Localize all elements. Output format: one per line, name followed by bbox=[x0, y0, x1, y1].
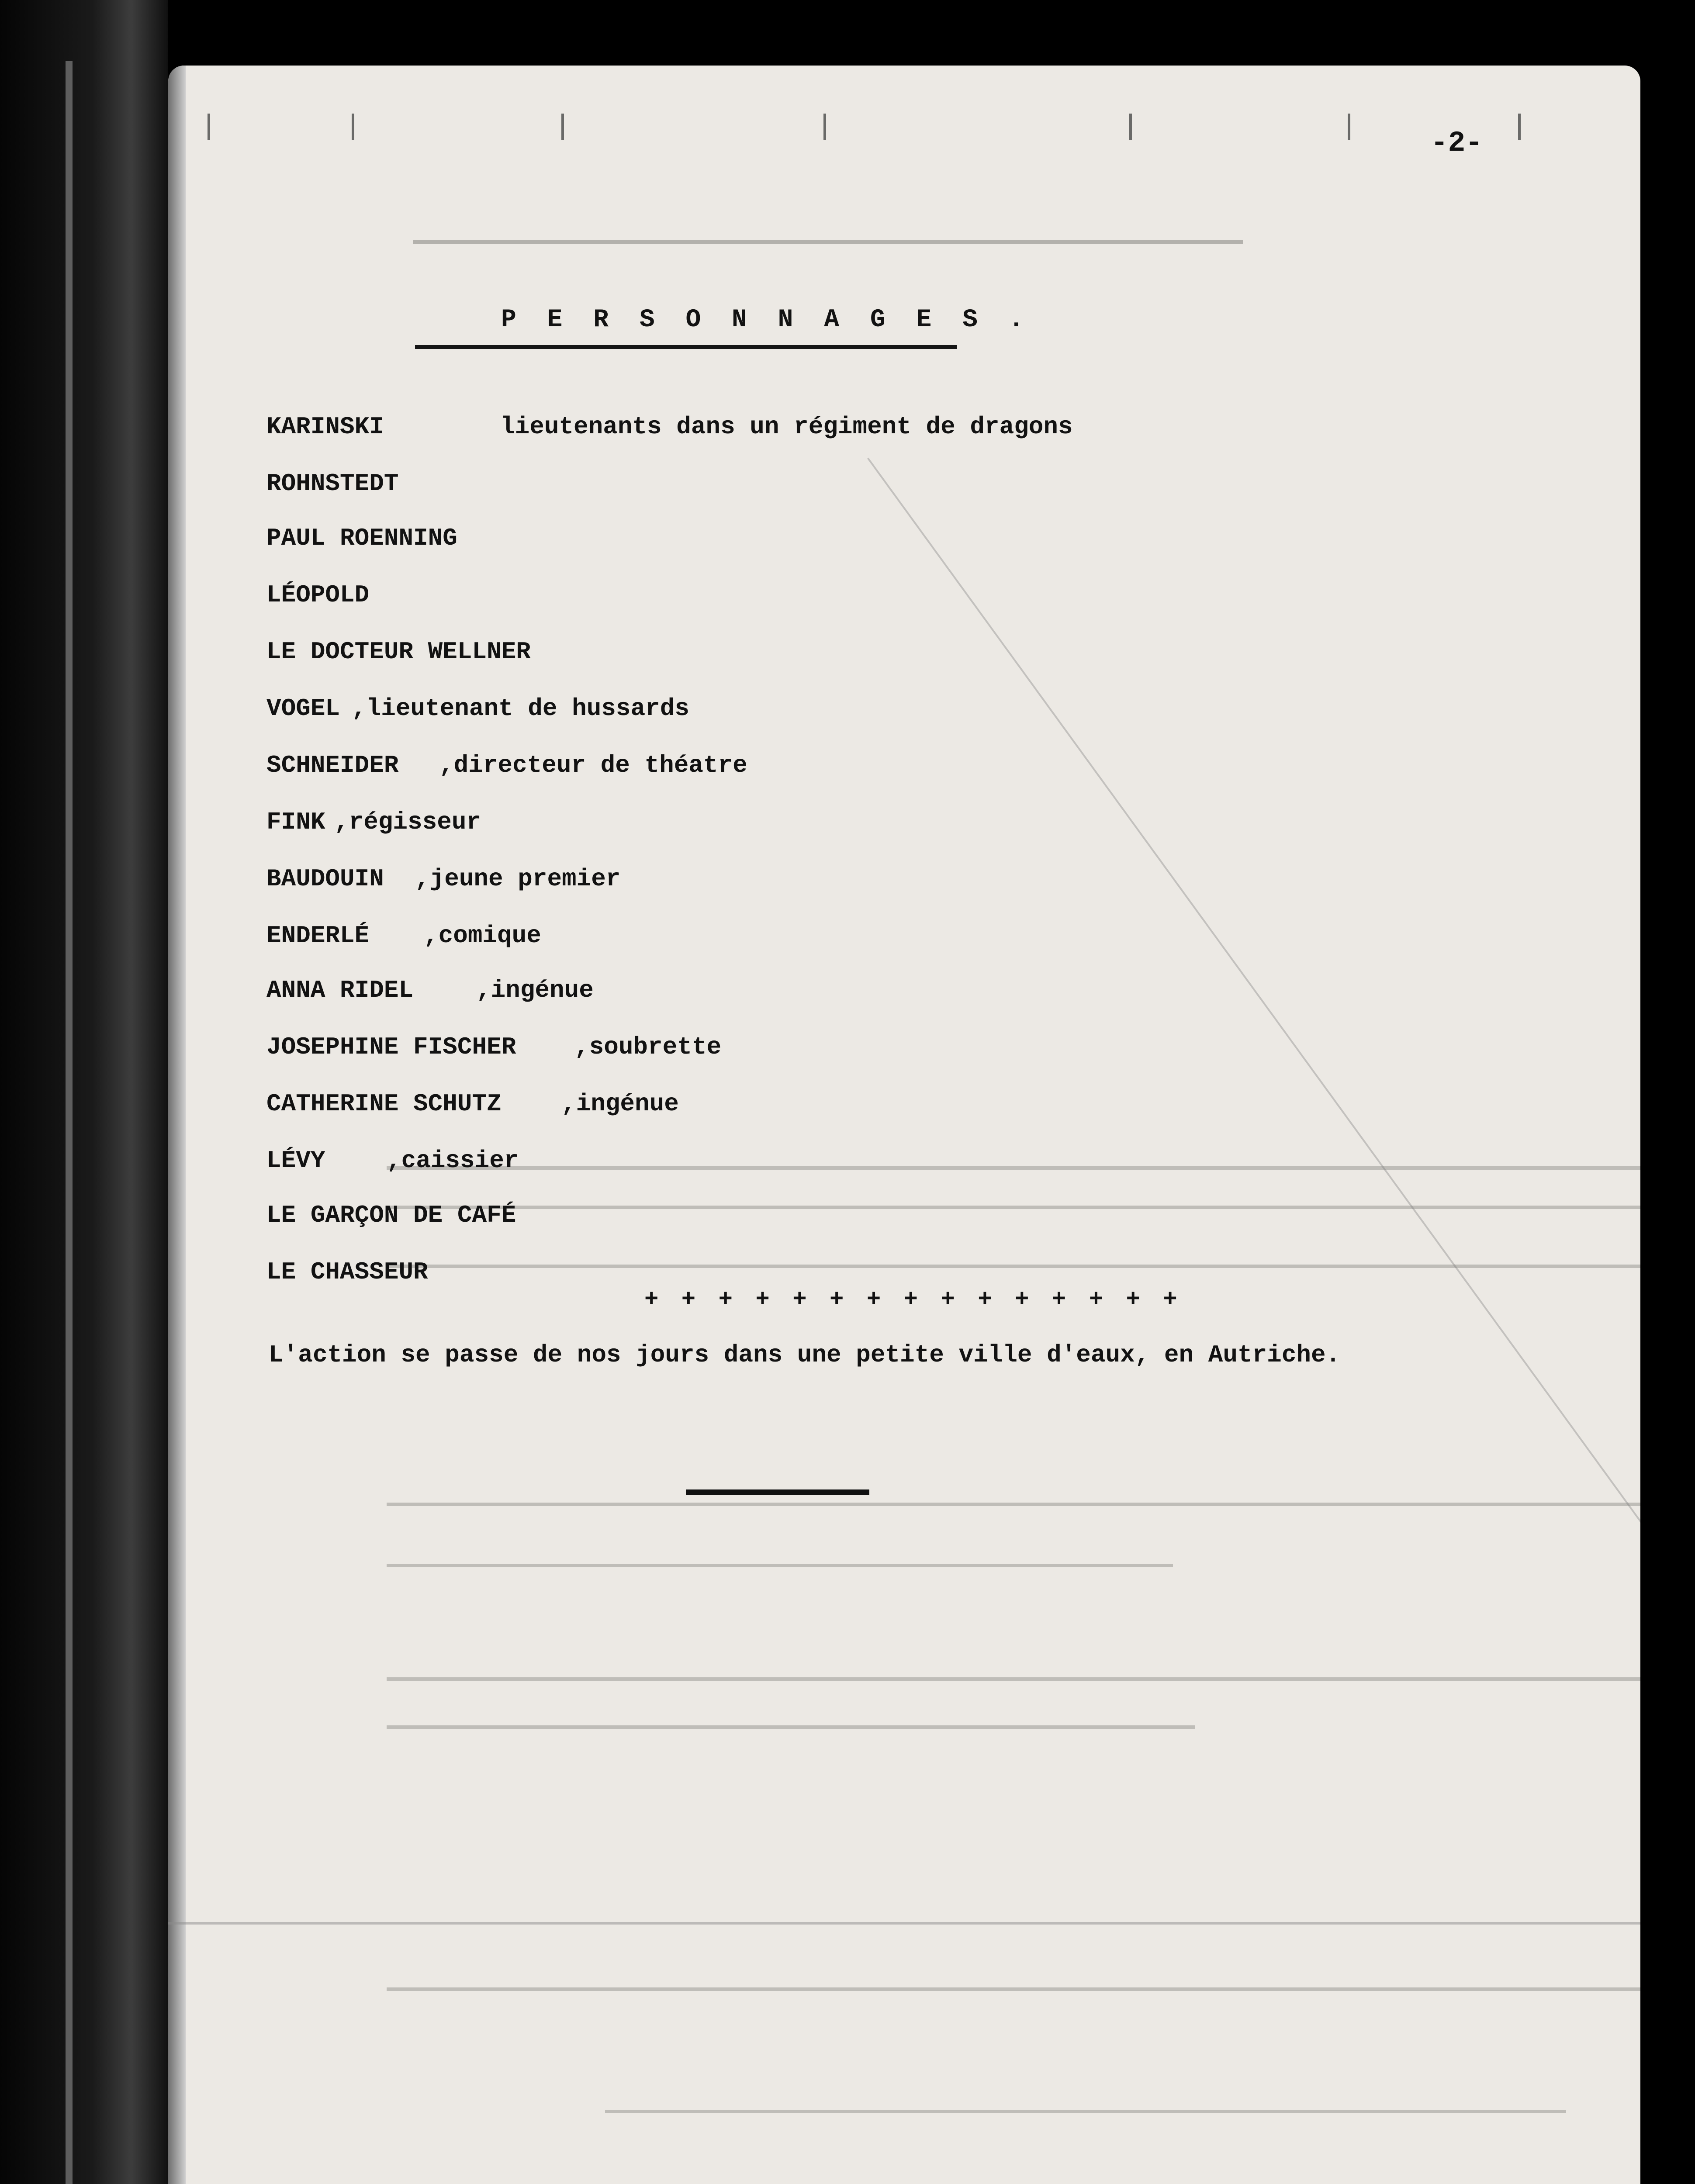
role-description: ,lieutenant de hussards bbox=[352, 695, 689, 722]
paper-crease bbox=[867, 458, 1640, 1731]
role-name: LÉVY bbox=[266, 1147, 325, 1175]
page-edge-shadow bbox=[168, 66, 186, 2184]
role-name: LE DOCTEUR WELLNER bbox=[266, 638, 531, 666]
role-name: LÉOPOLD bbox=[266, 581, 370, 609]
separator-rule bbox=[686, 1489, 869, 1495]
punch-mark bbox=[352, 114, 354, 140]
role-name: VOGEL bbox=[266, 695, 340, 722]
role-description: ,ingénue bbox=[476, 976, 594, 1004]
bleed-through-line bbox=[387, 1206, 1640, 1209]
title-underline bbox=[415, 345, 957, 349]
punch-mark bbox=[1518, 114, 1521, 140]
role-name: LE CHASSEUR bbox=[266, 1258, 428, 1286]
binding-edge bbox=[66, 61, 73, 2184]
role-description: ,caissier bbox=[387, 1147, 519, 1175]
punch-mark bbox=[1129, 114, 1132, 140]
role-name: SCHNEIDER bbox=[266, 751, 399, 779]
separator-crosses: + + + + + + + + + + + + + + + bbox=[644, 1286, 1182, 1313]
page-title: P E R S O N N A G E S . bbox=[501, 306, 1032, 334]
role-group-desc: lieutenants dans un régiment de dragons bbox=[500, 413, 1073, 441]
punch-mark bbox=[561, 114, 564, 140]
bleed-through-line bbox=[387, 1725, 1195, 1729]
bleed-through-line bbox=[387, 1503, 1640, 1506]
role-description: ,directeur de théatre bbox=[439, 751, 747, 779]
punch-mark bbox=[1348, 114, 1350, 140]
bleed-through-line bbox=[387, 1987, 1640, 1991]
role-name: JOSEPHINE FISCHER bbox=[266, 1033, 516, 1061]
bleed-through-line bbox=[605, 2110, 1566, 2113]
setting-line: L'action se passe de nos jours dans une petite ville d'eaux, en Autriche. bbox=[269, 1341, 1341, 1369]
punch-mark bbox=[208, 114, 210, 140]
bleed-through-line bbox=[413, 240, 1243, 244]
bleed-through-line bbox=[387, 1265, 1640, 1268]
role-name: LE GARÇON DE CAFÉ bbox=[266, 1201, 516, 1229]
role-description: ,comique bbox=[424, 922, 541, 950]
binding-spine bbox=[0, 0, 168, 2184]
role-name: KARINSKI bbox=[266, 413, 384, 441]
role-description: ,soubrette bbox=[574, 1033, 722, 1061]
paper-fold bbox=[168, 1922, 1640, 1925]
bleed-through-line bbox=[387, 1677, 1640, 1681]
role-description: ,régisseur bbox=[334, 808, 481, 836]
role-name: PAUL ROENNING bbox=[266, 524, 457, 552]
punch-mark bbox=[823, 114, 826, 140]
bleed-through-line bbox=[387, 1564, 1173, 1567]
role-name: ROHNSTEDT bbox=[266, 470, 399, 498]
role-name: ENDERLÉ bbox=[266, 922, 370, 950]
role-name: ANNA RIDEL bbox=[266, 976, 414, 1004]
role-name: FINK bbox=[266, 808, 325, 836]
bleed-through-line bbox=[387, 1166, 1640, 1170]
role-description: ,jeune premier bbox=[415, 865, 621, 893]
document-page bbox=[168, 66, 1640, 2184]
role-name: CATHERINE SCHUTZ bbox=[266, 1090, 502, 1118]
role-name: BAUDOUIN bbox=[266, 865, 384, 893]
role-description: ,ingénue bbox=[561, 1090, 679, 1118]
page-number: -2- bbox=[1431, 127, 1483, 159]
